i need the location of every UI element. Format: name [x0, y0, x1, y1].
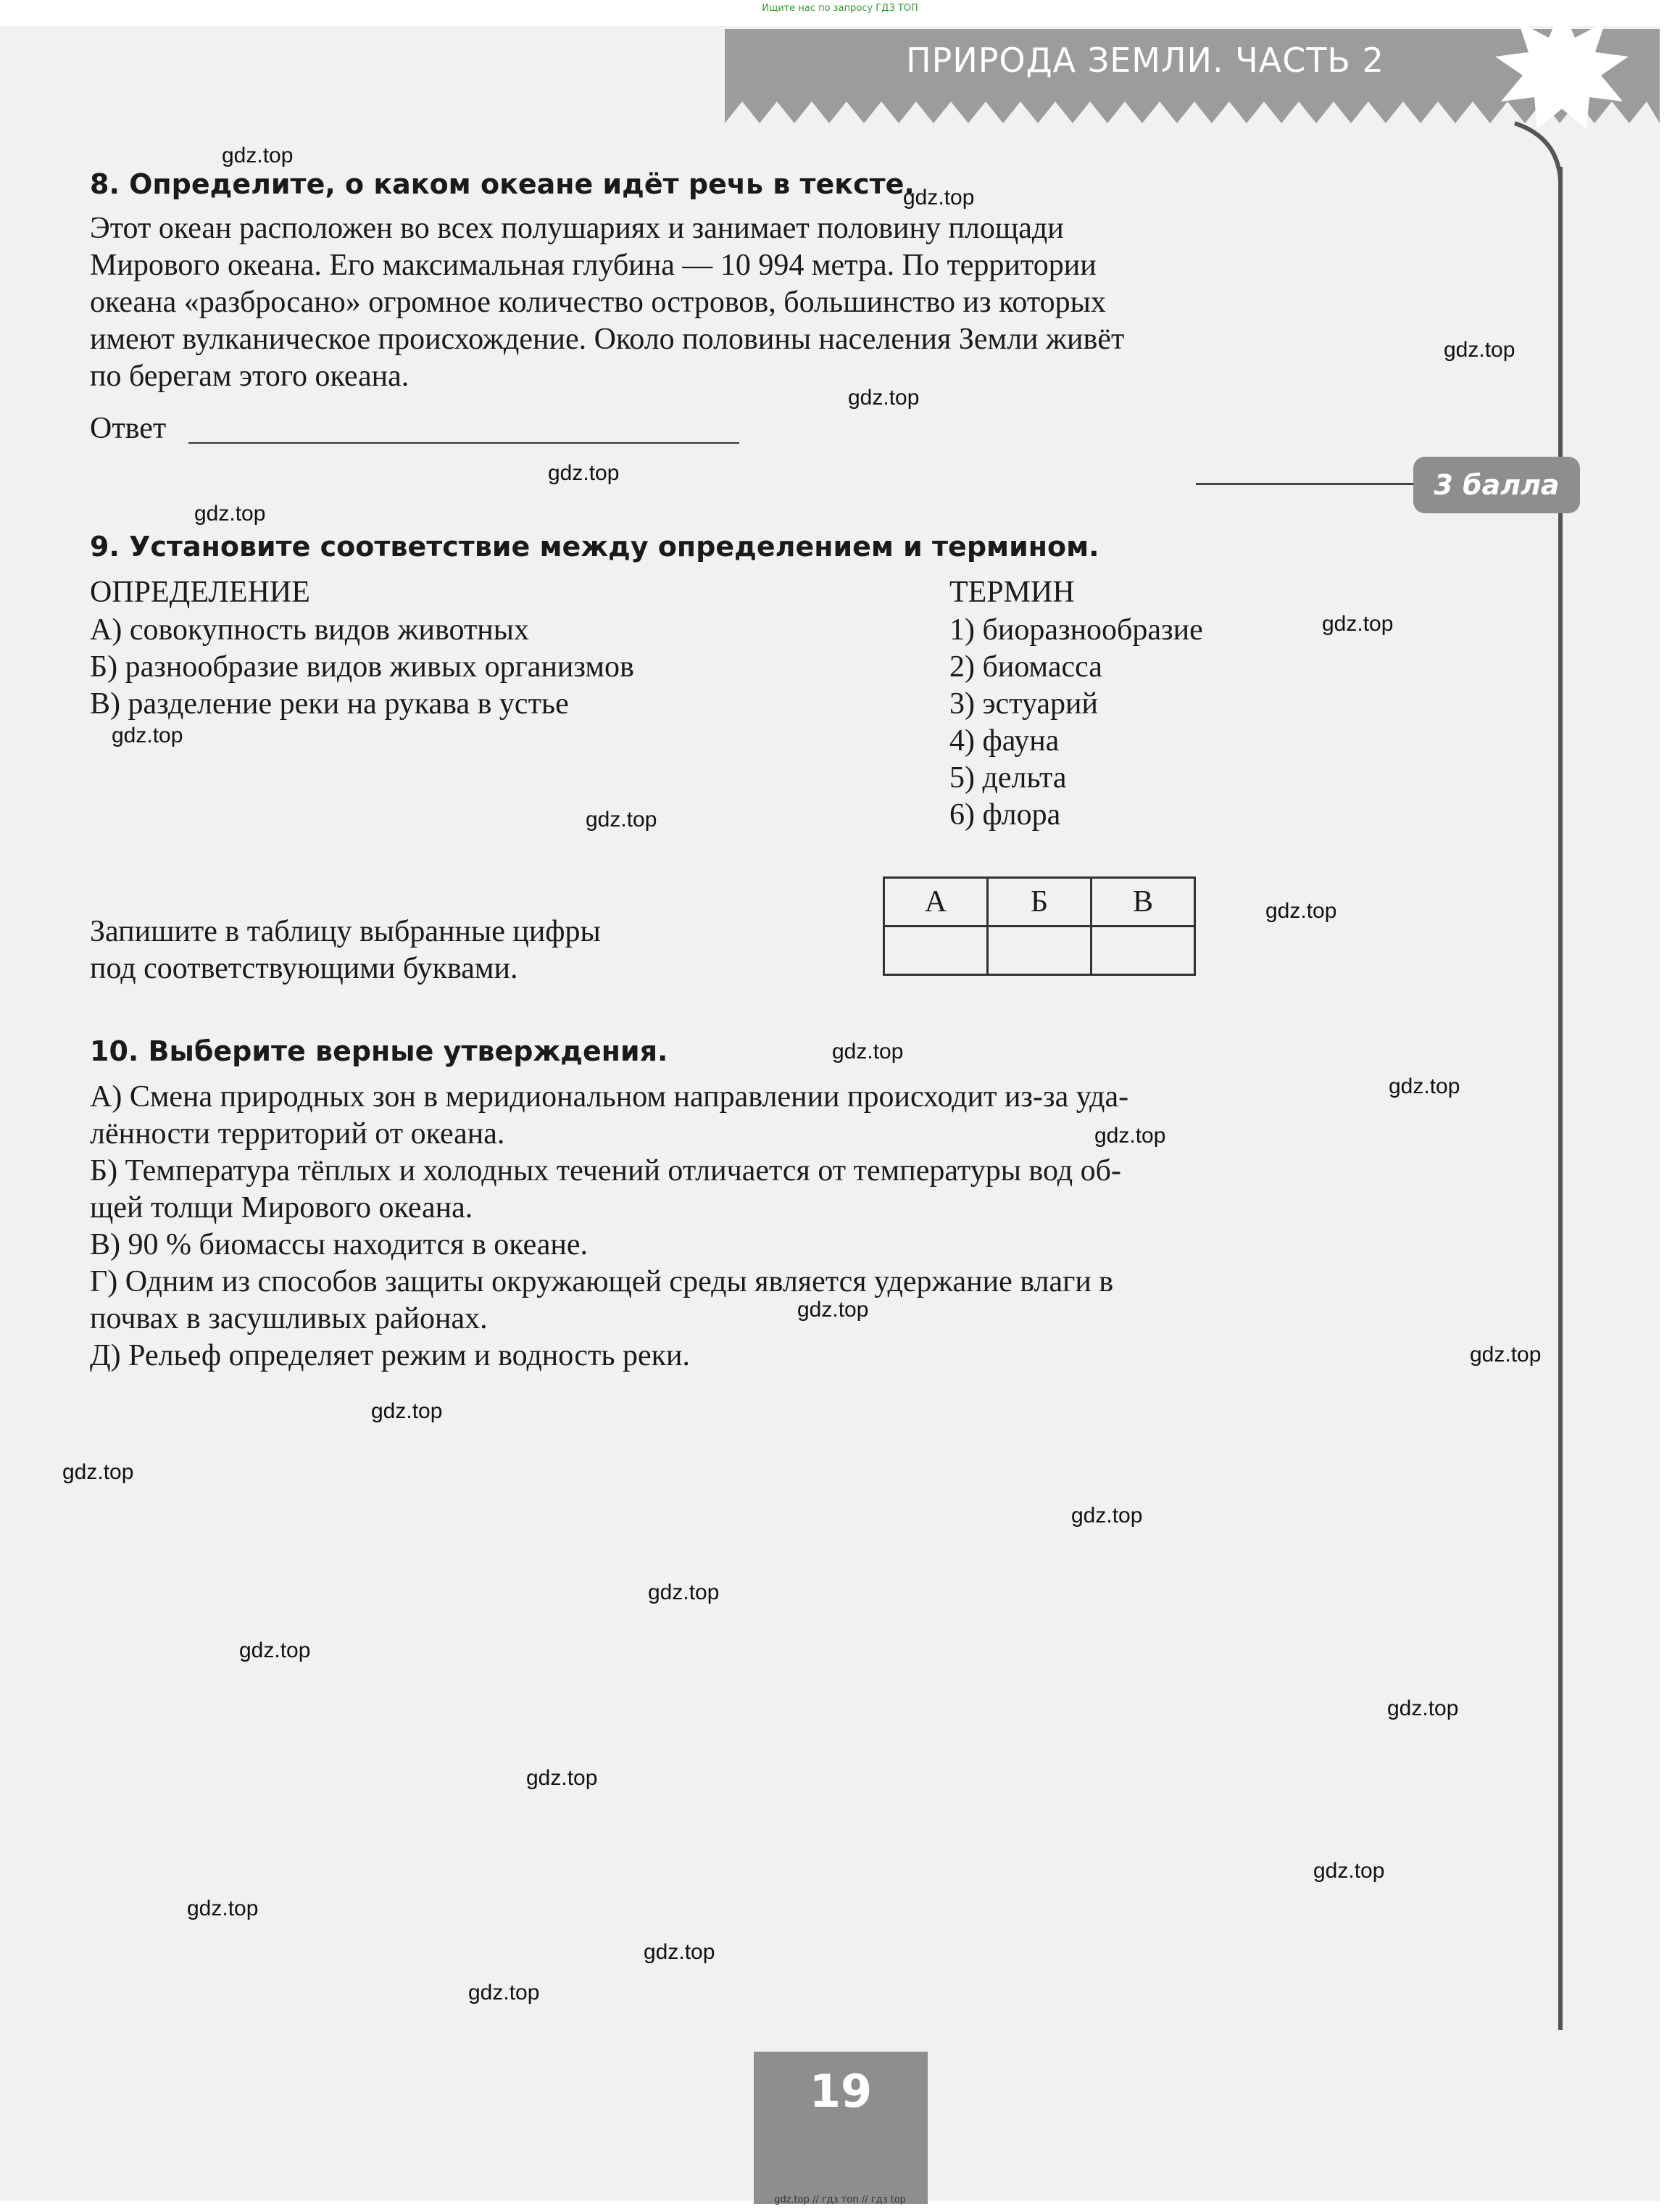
header-title: ПРИРОДА ЗЕМЛИ. ЧАСТЬ 2	[906, 41, 1384, 80]
watermark: gdz.top	[112, 724, 183, 747]
definition-item: Б) разнообразие видов живых организмов	[90, 650, 634, 684]
table-cell-b[interactable]	[988, 927, 1091, 975]
watermark: gdz.top	[468, 1981, 540, 2005]
statement-line: Г) Одним из способов защиты окружающей среды является удержание влаги в	[90, 1265, 1114, 1298]
term-item: 6) флора	[949, 798, 1061, 832]
term-item: 4) фауна	[949, 724, 1060, 758]
terms-list	[949, 612, 1203, 834]
term-column-header: ТЕРМИН	[949, 576, 1075, 609]
watermark: gdz.top	[1322, 612, 1394, 636]
statement-line: почвах в засушливых районах.	[90, 1302, 488, 1335]
watermark: gdz.top	[194, 502, 266, 526]
statement-line: В) 90 % биомассы находится в океане.	[90, 1228, 589, 1261]
question-8-line: Этот океан расположен во всех полушариях и занимает половину площади	[90, 212, 1064, 245]
definition-item: А) совокупность видов животных	[90, 613, 530, 647]
watermark: gdz.top	[1389, 1074, 1460, 1098]
page-corner-curve	[1508, 109, 1594, 188]
watermark: gdz.top	[548, 461, 620, 485]
question-8-text	[90, 210, 1124, 395]
watermark: gdz.top	[797, 1298, 869, 1322]
question-8-line: по берегам этого океана.	[90, 360, 409, 393]
question-10-title: 10. Выберите верные утверждения.	[90, 1035, 668, 1067]
definition-item: В) разделение реки на рукава в устье	[90, 687, 569, 721]
table-instruction	[90, 913, 601, 987]
watermark: gdz.top	[832, 1040, 904, 1064]
question-8-line: океана «разбросано» огромное количество островов, большинство из которых	[90, 286, 1106, 319]
statement-line: лённости территорий от океана.	[90, 1117, 505, 1151]
table-cell-v[interactable]	[1091, 927, 1195, 975]
watermark: gdz.top	[648, 1580, 720, 1604]
question-8-title: 8. Определите, о каком океане идёт речь в тексте.	[90, 168, 915, 200]
watermark: gdz.top	[1470, 1343, 1542, 1367]
answer-table	[883, 876, 1196, 976]
question-8-line: имеют вулканическое происхождение. Около половины населения Земли живёт	[90, 323, 1125, 356]
term-item: 3) эстуарий	[949, 687, 1098, 721]
watermark: gdz.top	[1444, 338, 1515, 362]
answer-input-line[interactable]	[188, 442, 739, 444]
table-cell-a[interactable]	[884, 927, 988, 975]
statements-list	[90, 1079, 1128, 1375]
statement-line: Д) Рельеф определяет режим и водность реки.	[90, 1339, 691, 1372]
instruction-line: под соответствующими буквами.	[90, 952, 518, 985]
watermark: gdz.top	[526, 1766, 598, 1790]
term-item: 1) биоразнообразие	[949, 613, 1203, 647]
statement-line: А) Смена природных зон в меридиональном направлении происходит из-за уда-	[90, 1080, 1129, 1114]
watermark: gdz.top	[371, 1399, 443, 1423]
watermark: gdz.top	[586, 808, 657, 832]
table-header-v: В	[1091, 878, 1195, 927]
bottom-note: gdz.top // гдз топ // гдз top	[774, 2195, 906, 2205]
definitions-list	[90, 612, 634, 723]
statement-line: Б) Температура тёплых и холодных течений отличается от температуры вод об-	[90, 1154, 1121, 1188]
watermark: gdz.top	[644, 1940, 715, 1964]
answer-label: Ответ	[90, 412, 167, 445]
watermark: gdz.top	[62, 1460, 134, 1484]
watermark: gdz.top	[1265, 899, 1337, 923]
table-header-b: Б	[988, 878, 1091, 927]
term-item: 2) биомасса	[949, 650, 1102, 684]
top-banner-note: Ищите нас по запросу ГДЗ ТОП	[762, 3, 918, 14]
page-number: 19	[809, 2065, 873, 2118]
watermark: gdz.top	[1313, 1859, 1385, 1883]
watermark: gdz.top	[903, 186, 975, 210]
watermark: gdz.top	[848, 386, 920, 410]
watermark: gdz.top	[187, 1897, 259, 1920]
watermark: gdz.top	[1071, 1504, 1143, 1528]
statement-line: щей толщи Мирового океана.	[90, 1191, 473, 1224]
score-line	[1196, 483, 1413, 485]
table-header-a: А	[884, 878, 988, 927]
definition-column-header: ОПРЕДЕЛЕНИЕ	[90, 576, 310, 609]
question-8-line: Мирового океана. Его максимальная глубина — 10 994 метра. По территории	[90, 249, 1097, 282]
watermark: gdz.top	[239, 1638, 311, 1662]
instruction-line: Запишите в таблицу выбранные цифры	[90, 915, 601, 948]
term-item: 5) дельта	[949, 761, 1067, 795]
watermark: gdz.top	[1094, 1124, 1166, 1148]
watermark: gdz.top	[1387, 1696, 1459, 1720]
right-margin-rule	[1558, 167, 1563, 2030]
watermark: gdz.top	[222, 144, 294, 167]
question-9-title: 9. Установите соответствие между определением и термином.	[90, 531, 1099, 563]
score-badge: 3 балла	[1413, 457, 1580, 513]
